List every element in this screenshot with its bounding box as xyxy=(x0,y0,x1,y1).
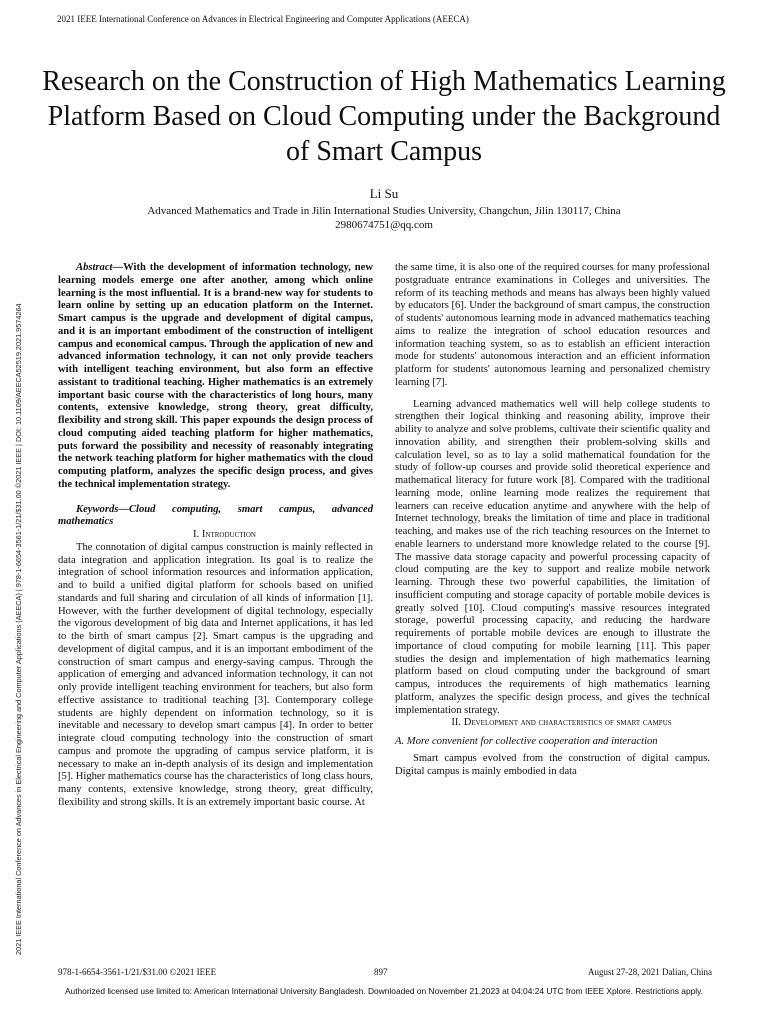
author-email: 2980674751@qq.com xyxy=(335,218,433,231)
intro-paragraph-2: Learning advanced mathematics well will help college students to strengthen their logical thinking and reasoning ability, improve their ability to analyze and solve problems, cultivate their scientific quality and innovation ability, and strengthen their problem-solving skills and calculation level, so as to lay a solid mathematical foundation for the study of follow-up courses and provide solid theoretical experience and mathematical literacy for future work [8]. Compared with the traditional learning mode, online learning mode realizes the requirement that learners can receive education anytime and anywhere with the help of Internet technology, breaks the limitation of time and place in traditional teaching, and makes use of the rich teaching resources on the Internet to enable learners to understand more knowledge related to the course [9]. The massive data storage capacity and powerful processing capacity of cloud computing are the key to support and realize mobile network learning. Through these two powerful capabilities, the limitation of insufficient computing and storage capacity of portable mobile devices is greatly solved [10]. Cloud computing's massive resources integrated storage, powerful processing capacity, and reducing the hardware requirements of portable mobile devices are enough to illustrate the importance of cloud computing for mobile learning [11]. This paper studies the design and implementation of high mathematics learning platform based on cloud computing under the background of smart campus, introduces the requirements of high mathematics learning platform, analyzes the specific design process, and gives the technical implementation strategy. xyxy=(395,398,710,716)
footer-isbn: 978-1-6654-3561-1/21/$31.00 ©2021 IEEE xyxy=(58,967,217,977)
abstract-text: With the development of information technology, new learning models emerge one after another, among which online learning is the most influential. It is a brand-new way for students to learn online by setting up an education platform on the Internet. Smart campus is the upgrade and development of digital campus, and it is an important embodiment of the construction of intelligent campus and economical campus. Through the application of new and advanced information technology, it can not only provide teachers with intelligent teaching environment, but also form an effective assistant to traditional teaching. Higher mathematics is an extremely important basic course with the characteristics of long hours, many contents, extensive knowledge, strong theory, great difficulty, flexibility and strong skill. This paper expounds the design process of cloud computing aided teaching platform for higher mathematics, puts forward the possibility and necessity of reasonably integrating the network teaching platform for higher mathematics with the cloud computing platform, analyzes the specific design process, and gives the technical implementation strategy. xyxy=(58,262,373,490)
section-heading-development xyxy=(395,717,710,730)
subsection-heading-a: A. More convenient for collective cooperation and interaction xyxy=(395,736,658,747)
section-number: I. xyxy=(193,529,200,540)
conference-header: 2021 IEEE International Conference on Advances in Electrical Engineering and Computer Applications (AEECA) xyxy=(57,14,469,24)
author-name: Li Su xyxy=(369,186,399,201)
side-doi-text: 2021 IEEE International Conference on Advances in Electrical Engineering and Computer Applications (AEECA) | 978-1-6654-3561-1/21/$31.00 ©2021 IEEE | DOI: 10.1109/AEECA52519.2021.9574264 xyxy=(14,303,23,955)
section2-paragraph-1: Smart campus evolved from the construction of digital campus. Digital campus is mainly embodied in data xyxy=(395,752,710,777)
author-affiliation xyxy=(40,205,728,232)
keywords-text: Cloud computing, smart campus, advanced mathematics xyxy=(58,503,373,528)
section-title: Development and characteristics of smart campus xyxy=(463,717,672,729)
section-title: Introduction xyxy=(201,529,256,540)
abstract-lead: Abstract— xyxy=(76,262,124,273)
intro-paragraph-1-continued: the same time, it is also one of the required courses for many professional postgraduate entrance examinations in Colleges and universities. The reform of its teaching methods and means has always been highly valued by educators [6]. Under the background of smart campus, the construction of students' autonomous learning mode in advanced mathematics teaching aims to realize the integration of school education resources and information teaching system, so as to establish an efficient interaction mode for students' autonomous interaction and an efficient information platform for students' autonomous learning and personalized chemistry learning [7]. xyxy=(395,262,710,388)
left-column xyxy=(58,262,373,810)
keywords-lead: Keywords— xyxy=(76,503,129,515)
footer-page-number: 897 xyxy=(374,967,388,977)
section-heading-introduction xyxy=(58,529,373,542)
paper-title: Research on the Construction of High Mathematics Learning Platform Based on Cloud Computing under the Background of Smart Campus xyxy=(42,66,726,167)
license-notice: Authorized licensed use limited to: American International University Bangladesh. Downloaded on November 21,2023 at 04:04:24 UTC from IEEE Xplore. Restrictions apply. xyxy=(64,986,704,996)
footer-date-location: August 27-28, 2021 Dalian, China xyxy=(588,967,712,977)
intro-paragraph-1: The connotation of digital campus construction is mainly reflected in data integration and application integration. Its goal is to realize the integration of school information resources and information application, and to build a unified digital platform for schools based on unified standards and full sharing and circulation of all kinds of information [1]. However, with the further development of digital technology, especially the vigorous development of big data and Internet applications, it has led to the birth of smart campus [2]. Smart campus is the upgrading and development of digital campus, and it is an important embodiment of the construction of smart campus and energy-saving campus. Through the application of emerging and advanced information technology, it can not only provide intelligent teaching environment for teachers, but also form effective assistance to traditional teaching [3]. Contemporary college students are highly dependent on information technology, so it is inevitable and necessary to develop smart campus [4]. In order to better integrate cloud computing technology into the construction of smart campus and promote the upgrading of campus service platform, it is necessary to make an in-depth analysis of its design and implementation [5]. Higher mathematics course has the characteristics of long class hours, many contents, extensive knowledge, strong theory, great difficulty, flexibility and strong skills. It is an extremely important basic course. At xyxy=(58,541,373,808)
keywords xyxy=(58,504,373,530)
abstract xyxy=(58,262,373,492)
section-number: II. xyxy=(451,717,462,729)
affiliation-text: Advanced Mathematics and Trade in Jilin International Studies University, Changchun, Jilin 130117, China xyxy=(147,205,621,217)
right-column xyxy=(395,262,710,778)
